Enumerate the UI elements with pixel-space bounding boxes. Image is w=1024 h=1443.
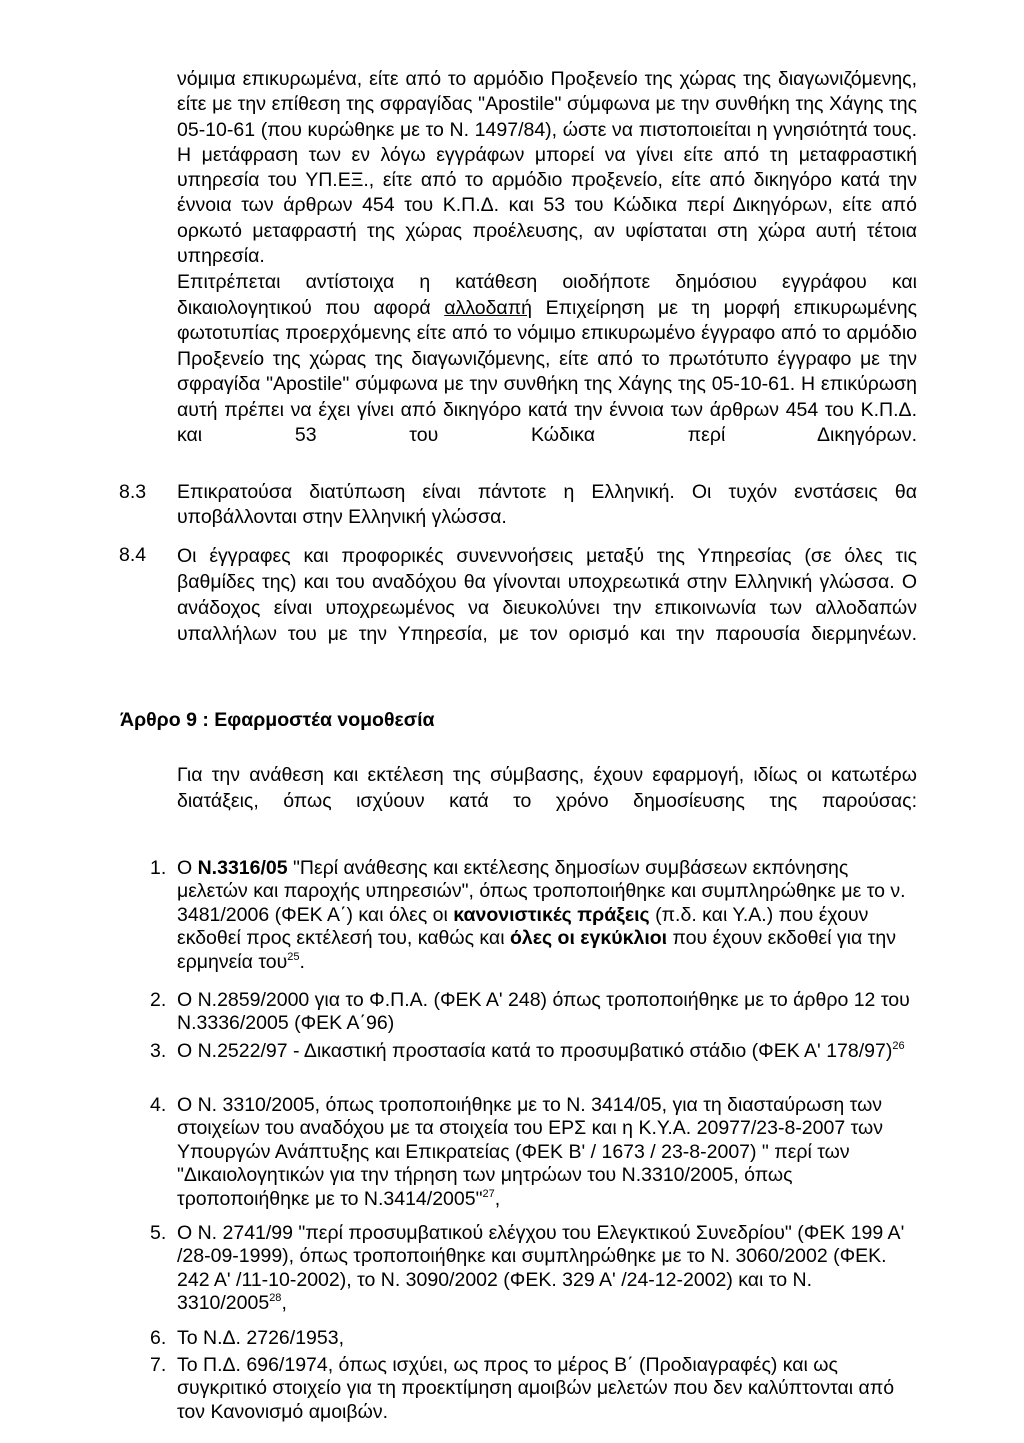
footnote-ref: 27: [482, 1187, 495, 1200]
underlined-term: αλλοδαπή: [444, 296, 532, 319]
list-item-number: 1.: [150, 857, 167, 879]
article-9-heading: Άρθρο 9 : Εφαρμοστέα νομοθεσία: [120, 709, 435, 731]
bold-law-3316: Ν.3316/05: [197, 857, 288, 879]
footnote-ref: 28: [269, 1292, 282, 1305]
list-item-text: Ο Ν. 3310/2005, όπως τροποποιήθηκε με το Ν. 3414/05, για τη διασταύρωση των στοιχείων του αναδόχου με τα στοιχεία του ΕΡΣ και η Κ.Υ.Α. 20977/23-8-2007 των Υπουργών Ανάπτυξης και Επικρατείας (ΦΕΚ Β' / 1673 / 23-8-2007) " περί των "Δικαιολογητικών για την τήρηση των μητρώων του Ν.3310/2005, όπως τροποποιήθηκε με το Ν.3414/2005"$^{27}$,: [177, 1094, 884, 1210]
section-number-8-3: 8.3: [119, 481, 147, 503]
list-item-text: Το Π.Δ. 696/1974, όπως ισχύει, ως προς το μέρος Β΄ (Προδιαγραφές) και ως συγκριτικό στοιχείο για τη προεκτίμηση αμοιβών μελετών που δεν καλύπτονται από τον Κανονισμό αμοιβών.: [177, 1354, 895, 1423]
paragraph-foreign-text-b: Επιχείρηση με τη μορφή επικυρωμένης φωτοτυπίας προερχόμενης είτε από το νόμιμο επικυρωμένο έγγραφο από το αρμόδιο Προξενείο της χώρας της διαγωνιζόμενης, είτε από το πρωτότυπο έγγραφο με την σφραγίδα "Apostile" σύμφωνα με την συνθήκη της Χάγης της 05-10-61. Η επικύρωση αυτή πρέπει να έχει γίνει από δικηγόρο κατά την έννοια των άρθρων 454 του Κ.Π.Δ. και 53 του Κώδικα περί Δικηγόρων.: [177, 296, 917, 446]
section-8-4-text: Οι έγγραφες και προφορικές συνεννοήσεις μεταξύ της Υπηρεσίας (σε όλες τις βαθμίδες της) και του αναδόχου θα γίνονται υποχρεωτικά στην Ελληνική γλώσσα. Ο ανάδοχος είναι υποχρεωμένος να διευκολύνει την επικοινωνία των αλλοδαπών υπαλλήλων του με την Υπηρεσία, με τον ορισμό και την παρουσία διερμηνέων.: [177, 545, 917, 645]
paragraph-legalization: νόμιμα επικυρωμένα, είτε από το αρμόδιο Προξενείο της χώρας της διαγωνιζόμενης, είτε με την επίθεση της σφραγίδας "Apostile" σύμφωνα με την συνθήκη της Χάγης της 05-10-61 (που κυρώθηκε με το Ν. 1497/84), ώστε να πιστοποιείται η γνησιότητά τους. Η μετάφραση των εν λόγω εγγράφων μπορεί να γίνει είτε από τη μεταφραστική υπηρεσία του ΥΠ.ΕΞ., είτε από το αρμόδιο προξενείο, είτε από δικηγόρο κατά την έννοια των άρθρων 454 του Κ.Π.Δ. και 53 του Κώδικα περί Δικηγόρων, είτε από ορκωτό μεταφραστή της χώρας προέλευσης, αν υφίσταται στη χώρα αυτή τέτοια υπηρεσία.: [177, 68, 917, 268]
list-item-number: 2.: [150, 989, 167, 1011]
section-number-8-4: 8.4: [119, 544, 147, 566]
list-item: [150, 1094, 917, 1211]
list-item: [150, 989, 917, 1036]
bold-regulatory-acts: κανονιστικές πράξεις: [453, 903, 650, 926]
paragraph-foreign-text-a: Επιτρέπεται αντίστοιχα η κατάθεση οιοδήποτε δημόσιου εγγράφου και δικαιολογητικού που αφορά: [177, 271, 917, 319]
list-item-number: 3.: [150, 1040, 167, 1062]
list-item: [150, 857, 917, 974]
list-item-number: 4.: [150, 1094, 167, 1116]
footnote-ref: 26: [892, 1040, 905, 1052]
list-item-text: Ο Ν.2859/2000 για το Φ.Π.Α. (ΦΕΚ Α' 248) όπως τροποποιήθηκε με το άρθρο 12 του Ν.3336/2005 (ΦΕΚ Α΄96): [177, 989, 910, 1035]
footnote-ref: 25: [287, 950, 300, 963]
list-item-text: Ο Ν.3316/05 "Περί ανάθεσης και εκτέλεσης δημοσίων συμβάσεων εκπόνησης μελετών και παροχής υπηρεσιών", όπως τροποποιήθηκε και συμπληρώθηκε με το ν. 3481/2006 (ΦΕΚ Α΄) και όλες οι κανονιστικές πράξεις (π.δ. και Υ.Α.) που έχουν εκδοθεί προς εκτέλεσή του, καθώς και όλες οι εγκύκλιοι που έχουν εκδοθεί για την ερμηνεία του$^{25}$.: [177, 857, 906, 973]
list-item: [150, 1354, 917, 1424]
list-item-number: 7.: [150, 1354, 167, 1376]
list-item-text: Το Ν.Δ. 2726/1953,: [177, 1327, 344, 1349]
article-9-intro: Για την ανάθεση και εκτέλεση της σύμβασης, έχουν εφαρμογή, ιδίως οι κατωτέρω διατάξεις, όπως ισχύουν κατά το χρόνο δημοσίευσης της παρούσας:: [177, 764, 917, 812]
list-item-text: Ο Ν. 2741/99 "περί προσυμβατικού ελέγχου του Ελεγκτικού Συνεδρίου" (ΦΕΚ 199 Α' /28-09-1999), όπως τροποποιήθηκε και συμπληρώθηκε με το Ν. 3060/2002 (ΦΕΚ. 242 Α' /11-10-2002), το Ν. 3090/2002 (ΦΕΚ. 329 Α' /24-12-2002) και το Ν. 3310/2005$^{28}$,: [177, 1222, 905, 1315]
list-item-text: Ο Ν.2522/97 - Δικαστική προστασία κατά το προσυμβατικό στάδιο (ΦΕΚ Α' 178/97)$^{26}$: [177, 1040, 905, 1062]
list-item: [150, 1222, 917, 1316]
list-item-number: 6.: [150, 1327, 167, 1349]
bold-all-circulars: όλες οι εγκύκλιοι: [509, 927, 668, 950]
list-item: [150, 1327, 917, 1350]
list-item: [150, 1040, 917, 1063]
paragraph-foreign-documents: [177, 270, 917, 449]
list-item-number: 5.: [150, 1222, 167, 1244]
section-8-3-text: Επικρατούσα διατύπωση είναι πάντοτε η Ελληνική. Οι τυχόν ενστάσεις θα υποβάλλονται στην Ελληνική γλώσσα.: [177, 481, 917, 529]
